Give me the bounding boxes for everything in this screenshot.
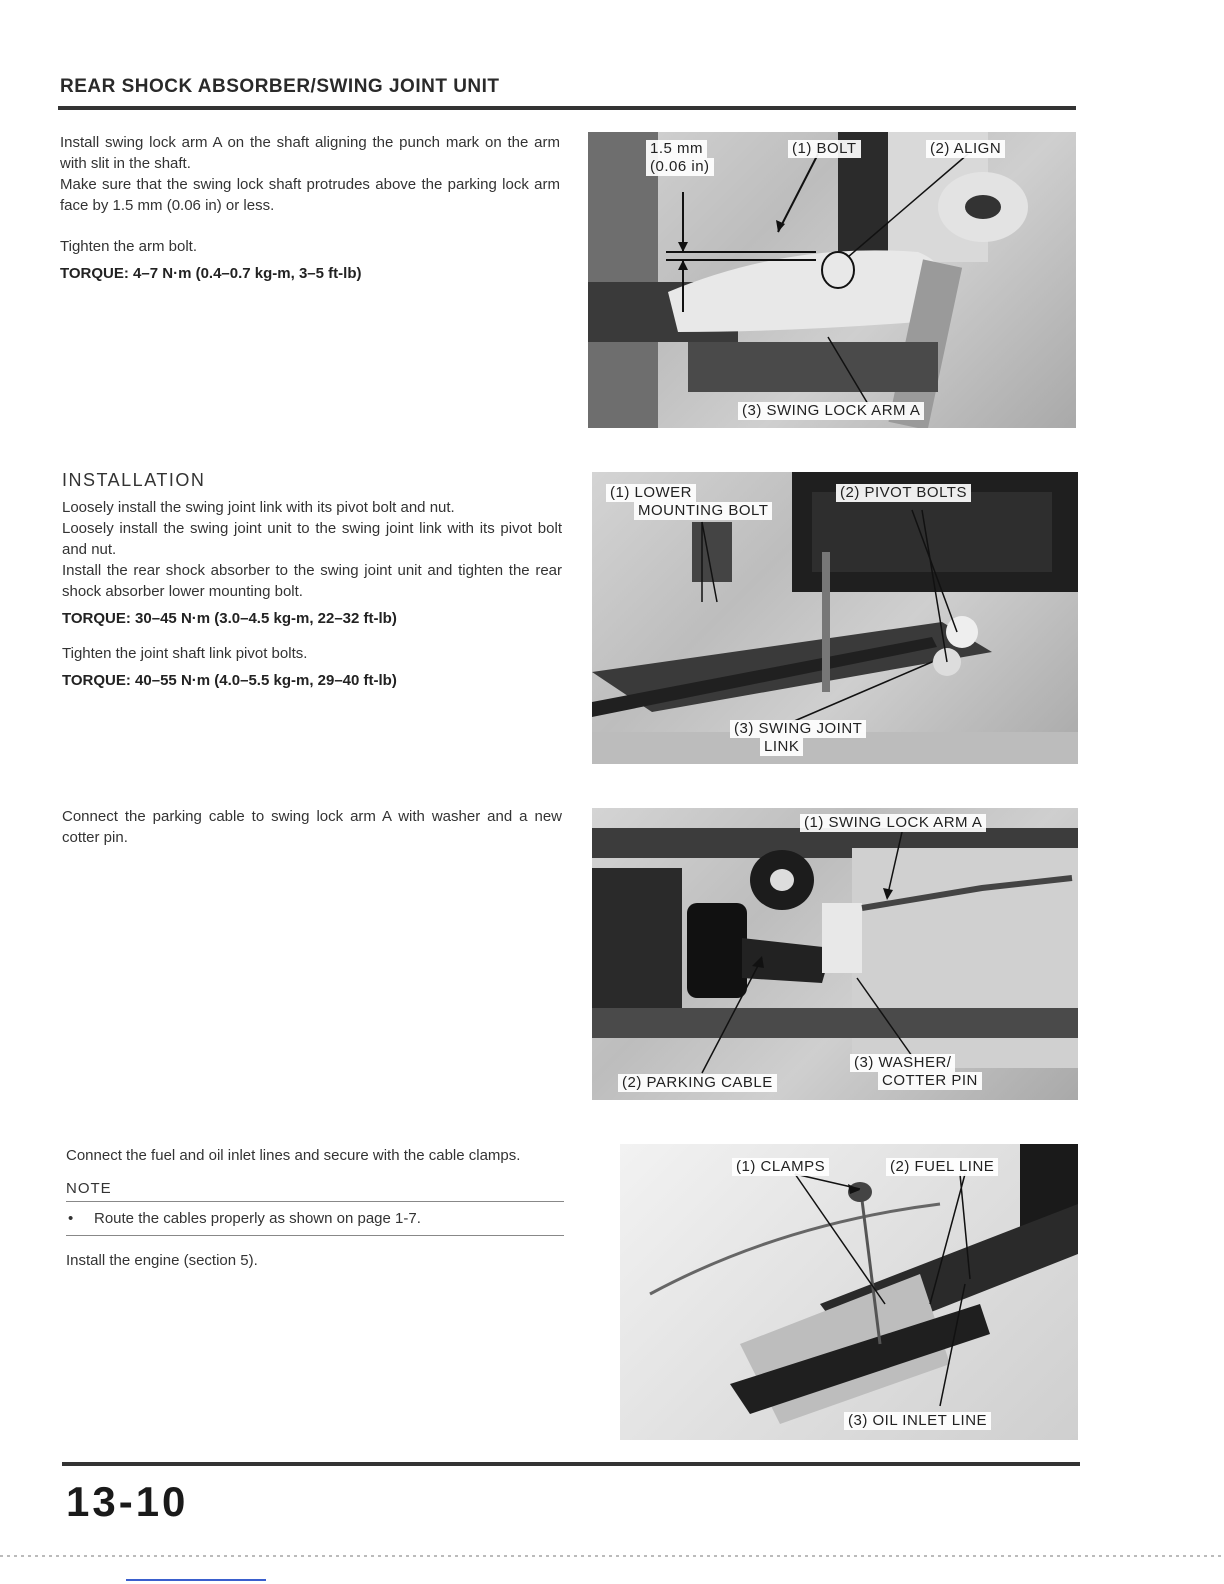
photo-fuel-oil-lines bbox=[620, 1144, 1078, 1440]
callout-fuel-line: (2) FUEL LINE bbox=[886, 1158, 998, 1176]
callout-swing-joint-link-2: LINK bbox=[760, 738, 803, 756]
footer-rule bbox=[62, 1462, 1080, 1466]
paragraph: Install swing lock arm A on the shaft aligning the punch mark on the arm with slit in the shaft. bbox=[60, 134, 560, 172]
callout-swing-joint-link-1: (3) SWING JOINT bbox=[730, 720, 866, 738]
text-block-fuel-oil-lines bbox=[66, 1145, 564, 1271]
callout-clamps: (1) CLAMPS bbox=[732, 1158, 829, 1176]
scan-edge bbox=[0, 1555, 1224, 1557]
photo-parking-cable bbox=[592, 808, 1078, 1100]
paragraph: Install the rear shock absorber to the swing joint unit and tighten the rear shock absorber lower mounting bolt. bbox=[62, 562, 562, 600]
callout-washer-1: (3) WASHER/ bbox=[850, 1054, 955, 1072]
torque-spec: TORQUE: 30–45 N·m (3.0–4.5 kg-m, 22–32 ft-lb) bbox=[62, 610, 397, 627]
photo-swing-lock-arm bbox=[588, 132, 1076, 428]
torque-spec: TORQUE: 40–55 N·m (4.0–5.5 kg-m, 29–40 ft-lb) bbox=[62, 672, 397, 689]
callout-oil-inlet-line: (3) OIL INLET LINE bbox=[844, 1412, 991, 1430]
callout-swing-lock-arm-a: (1) SWING LOCK ARM A bbox=[800, 814, 986, 832]
callout-swing-lock-arm: (3) SWING LOCK ARM A bbox=[738, 402, 924, 420]
callout-washer-2: COTTER PIN bbox=[878, 1072, 982, 1090]
paragraph: Connect the fuel and oil inlet lines and secure with the cable clamps. bbox=[66, 1147, 521, 1164]
text-block-swing-lock-arm bbox=[60, 132, 560, 284]
callout-parking-cable: (2) PARKING CABLE bbox=[618, 1074, 777, 1092]
page-number: 13-10 bbox=[66, 1478, 189, 1525]
paragraph: Loosely install the swing joint link with its pivot bolt and nut. bbox=[62, 499, 455, 516]
note-label: NOTE bbox=[66, 1178, 564, 1202]
header-rule bbox=[58, 106, 1076, 110]
note-text: Route the cables properly as shown on page 1-7. bbox=[94, 1210, 421, 1227]
note-item bbox=[66, 1202, 564, 1236]
bullet: • bbox=[68, 1210, 74, 1227]
paragraph: Install the engine (section 5). bbox=[66, 1252, 258, 1269]
callout-bolt: (1) BOLT bbox=[788, 140, 861, 158]
paragraph: Tighten the arm bolt. bbox=[60, 238, 198, 255]
paragraph: Tighten the joint shaft link pivot bolts. bbox=[62, 645, 308, 662]
text-block-installation bbox=[62, 470, 562, 691]
paragraph: Loosely install the swing joint unit to the swing joint link with its pivot bolt and nut. bbox=[62, 520, 562, 558]
callout-pivot-bolts: (2) PIVOT BOLTS bbox=[836, 484, 971, 502]
callout-lower-mounting-bolt-1: (1) LOWER bbox=[606, 484, 696, 502]
callout-dimension-mm: 1.5 mm bbox=[646, 140, 707, 158]
section-heading-installation: INSTALLATION bbox=[62, 470, 206, 490]
text-block-parking-cable bbox=[62, 806, 562, 848]
paragraph: Make sure that the swing lock shaft protrudes above the parking lock arm face by 1.5 mm (0.06 in) or less. bbox=[60, 176, 560, 214]
callout-lower-mounting-bolt-2: MOUNTING BOLT bbox=[634, 502, 772, 520]
paragraph: Connect the parking cable to swing lock arm A with washer and a new cotter pin. bbox=[62, 808, 562, 846]
callout-align: (2) ALIGN bbox=[926, 140, 1005, 158]
scan-mark bbox=[126, 1579, 266, 1581]
photo-swing-joint-link bbox=[592, 472, 1078, 764]
page-header-title: REAR SHOCK ABSORBER/SWING JOINT UNIT bbox=[60, 76, 500, 97]
callout-dimension-in: (0.06 in) bbox=[646, 158, 714, 176]
torque-spec: TORQUE: 4–7 N·m (0.4–0.7 kg-m, 3–5 ft-lb) bbox=[60, 265, 362, 282]
